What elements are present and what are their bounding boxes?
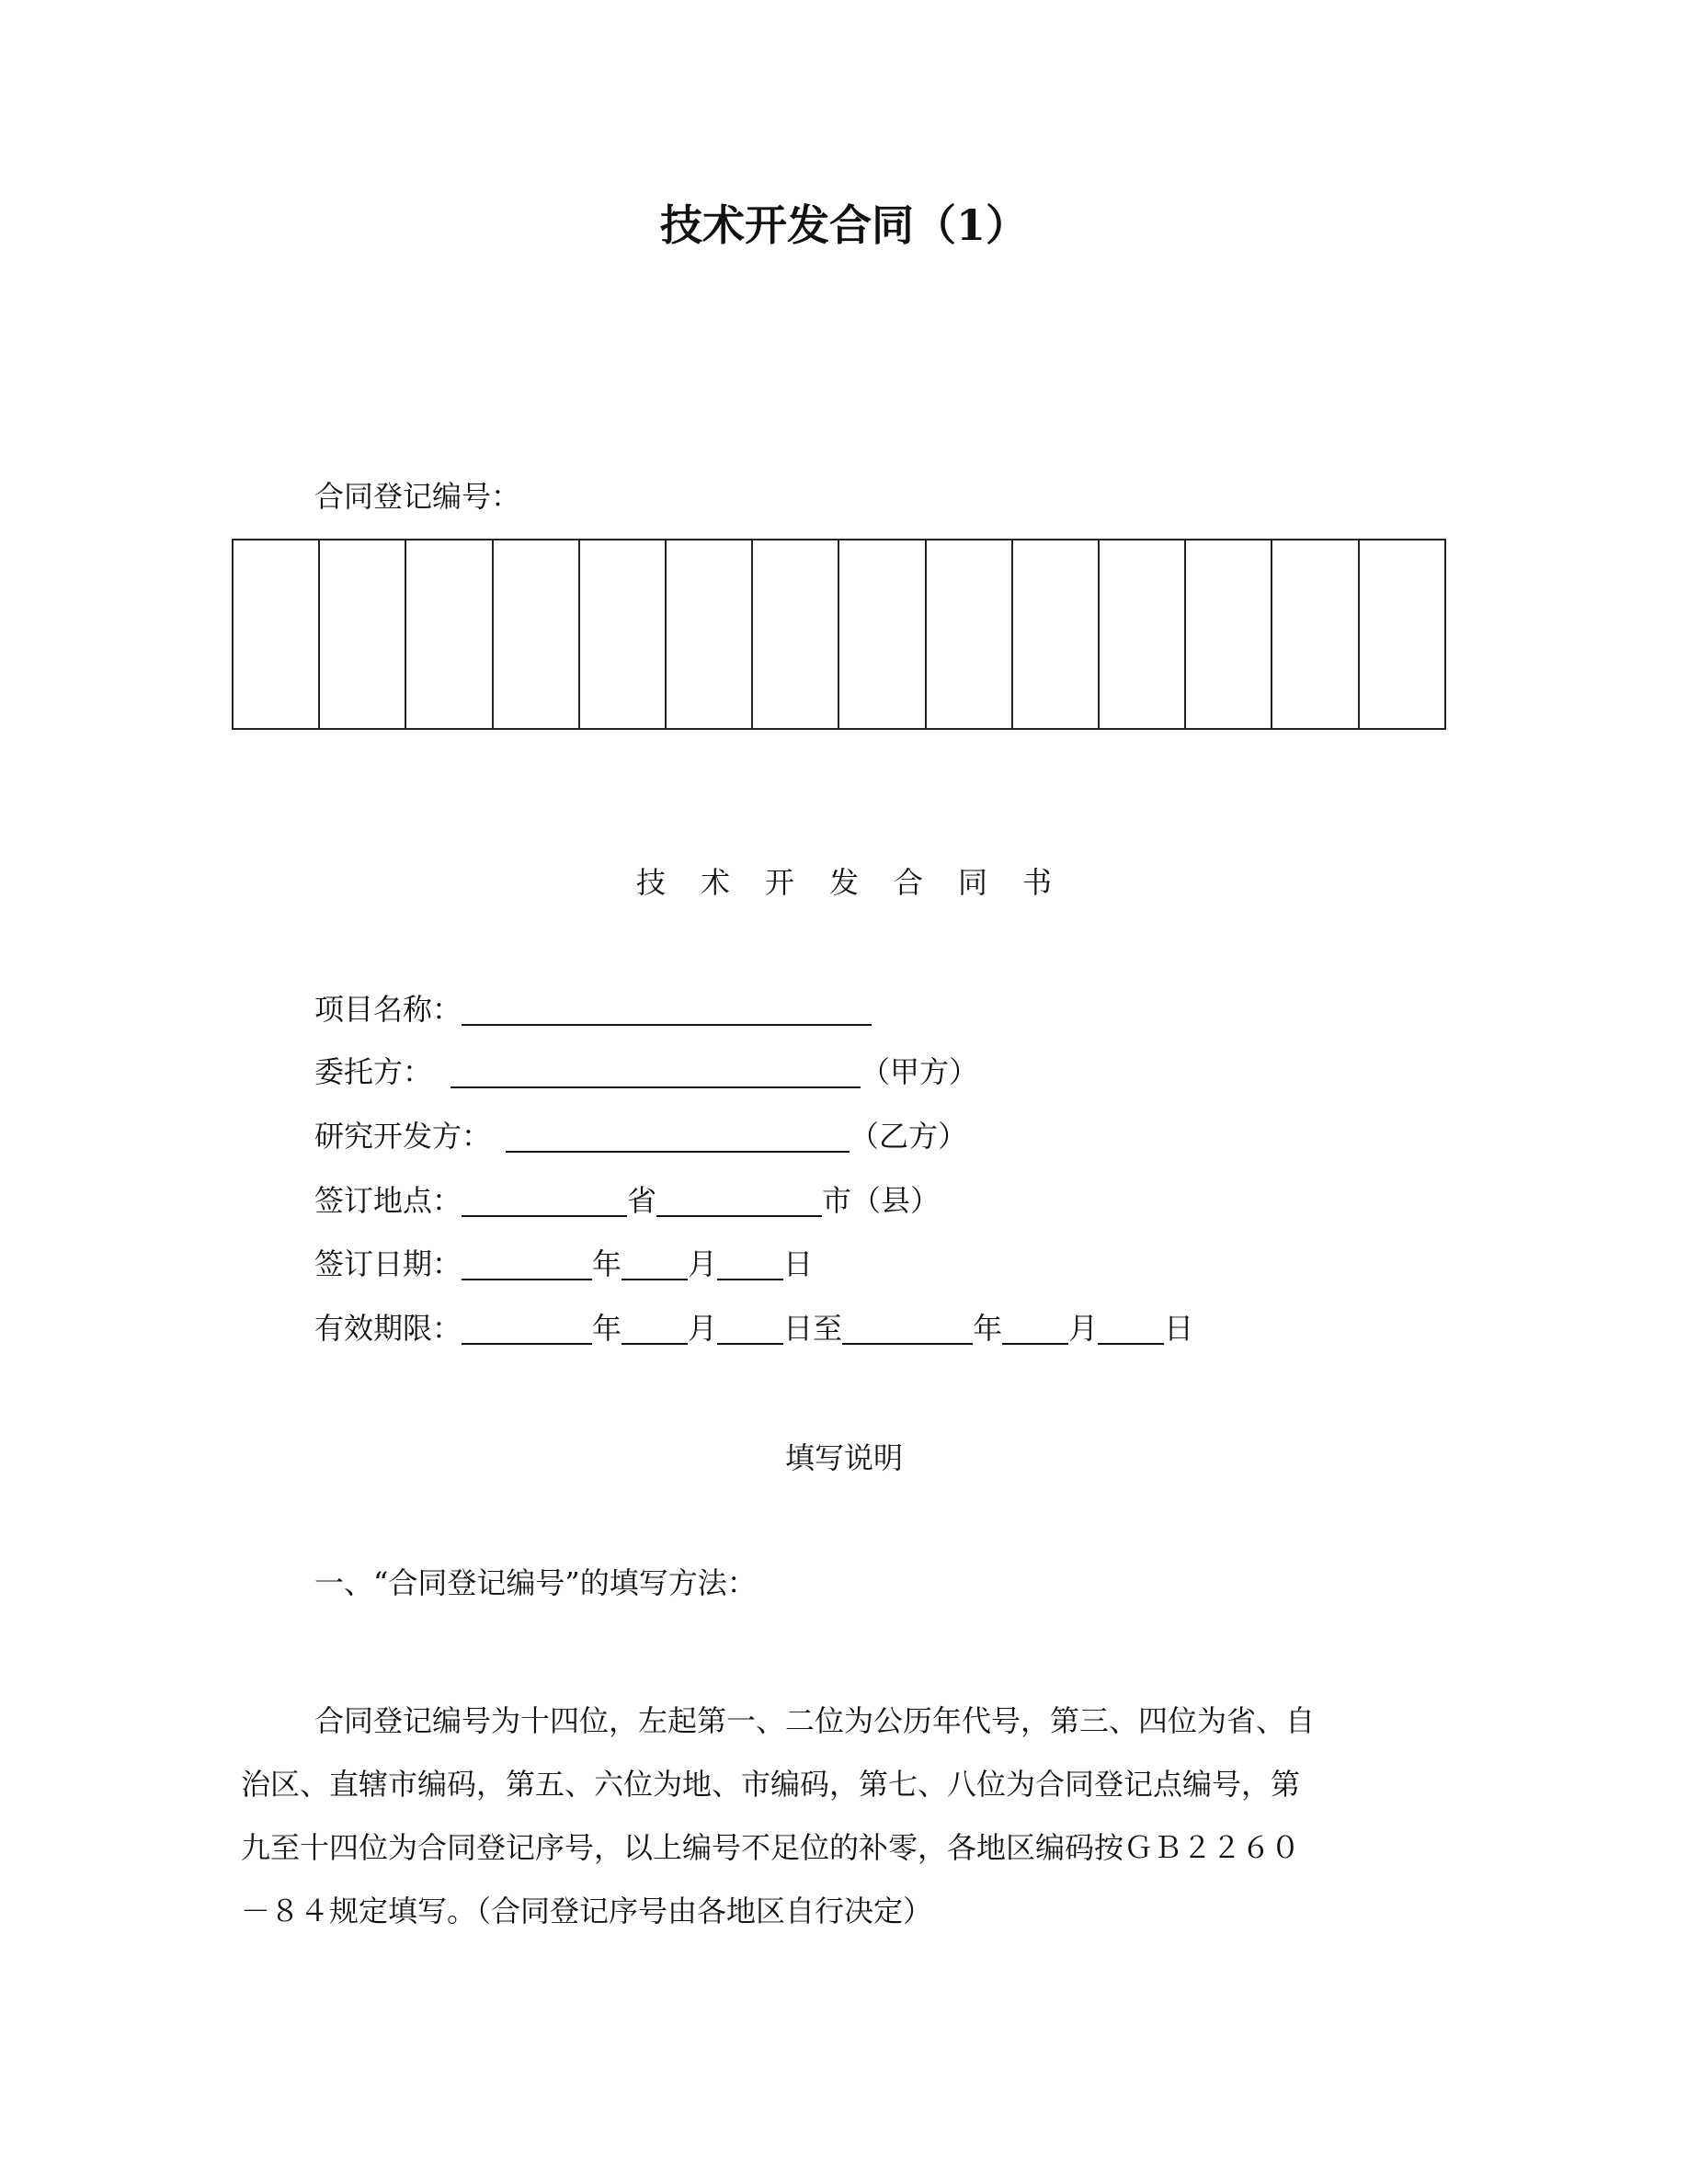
- validity-label: 有效期限：: [314, 1311, 462, 1346]
- subtitle-char: 发: [828, 865, 859, 900]
- subtitle-char: 术: [700, 865, 730, 900]
- registration-digit-cell[interactable]: [319, 540, 405, 729]
- signing-date-label: 签订日期：: [314, 1246, 462, 1281]
- day-label: 日: [783, 1246, 814, 1281]
- month-label: 月: [1068, 1311, 1099, 1346]
- paragraph-line: 治区、直辖市编码，第五、六位为地、市编码，第七、八位为合同登记点编号，第: [241, 1767, 1301, 1802]
- registration-number-grid: [232, 539, 1446, 730]
- instructions-title: 填写说明: [784, 1440, 903, 1475]
- signing-day-blank[interactable]: [717, 1247, 783, 1280]
- validity-end-month-blank[interactable]: [1002, 1312, 1068, 1345]
- validity-end-day-blank[interactable]: [1098, 1312, 1164, 1345]
- validity-start-month-blank[interactable]: [622, 1312, 688, 1345]
- month-label: 月: [688, 1311, 718, 1346]
- registration-digit-cell[interactable]: [493, 540, 579, 729]
- subtitle-char: 技: [635, 865, 666, 900]
- developer-suffix: （乙方）: [850, 1119, 968, 1154]
- registration-digit-cell[interactable]: [926, 540, 1012, 729]
- client-row: [314, 1050, 978, 1094]
- signing-month-blank[interactable]: [622, 1247, 688, 1280]
- registration-digit-cell[interactable]: [233, 540, 319, 729]
- registration-digit-cell[interactable]: [1359, 540, 1445, 729]
- developer-label: 研究开发方：: [314, 1119, 492, 1154]
- registration-number-row: [233, 540, 1445, 729]
- year-label: 年: [592, 1246, 622, 1281]
- validity-start-day-blank[interactable]: [717, 1312, 783, 1345]
- paragraph-line: －８４规定填写。（合同登记序号由各地区自行决定）: [241, 1894, 933, 1928]
- month-label: 月: [688, 1246, 718, 1281]
- year-label: 年: [592, 1311, 622, 1346]
- registration-digit-cell[interactable]: [752, 540, 838, 729]
- paragraph-line: 九至十四位为合同登记序号，以上编号不足位的补零，各地区编码按ＧＢ２２６０: [241, 1830, 1301, 1865]
- subtitle-char: 开: [764, 865, 794, 900]
- day-to-label: 日至: [783, 1311, 843, 1346]
- year-label: 年: [973, 1311, 1003, 1346]
- subtitle-char: 同: [958, 865, 988, 900]
- client-blank[interactable]: [451, 1055, 861, 1088]
- project-name-blank[interactable]: [462, 993, 872, 1026]
- section-one-heading: 一、“合同登记编号”的填写方法：: [314, 1565, 757, 1600]
- validity-end-year-blank[interactable]: [842, 1312, 973, 1345]
- registration-digit-cell[interactable]: [838, 540, 925, 729]
- project-name-label: 项目名称：: [314, 992, 462, 1027]
- signing-place-label: 签订地点：: [314, 1183, 462, 1218]
- section-one-paragraph: [241, 1689, 1436, 1943]
- registration-number-label: 合同登记编号：: [314, 479, 521, 514]
- project-name-row: [314, 987, 872, 1031]
- signing-date-row: [314, 1242, 813, 1286]
- province-label: 省: [627, 1183, 657, 1218]
- city-blank[interactable]: [656, 1184, 822, 1217]
- developer-blank[interactable]: [506, 1120, 850, 1153]
- signing-year-blank[interactable]: [462, 1247, 592, 1280]
- validity-start-year-blank[interactable]: [462, 1312, 592, 1345]
- client-suffix: （甲方）: [861, 1054, 979, 1089]
- day-label: 日: [1164, 1311, 1194, 1346]
- paragraph-line: 合同登记编号为十四位，左起第一、二位为公历年代号，第三、四位为省、自: [314, 1703, 1316, 1738]
- validity-row: [314, 1306, 1193, 1350]
- registration-digit-cell[interactable]: [1185, 540, 1272, 729]
- document-title: 技术开发合同（1）: [659, 200, 1028, 250]
- registration-digit-cell[interactable]: [1012, 540, 1099, 729]
- developer-row: [314, 1114, 967, 1158]
- registration-digit-cell[interactable]: [579, 540, 666, 729]
- registration-digit-cell[interactable]: [405, 540, 492, 729]
- subtitle-char: 合: [894, 865, 924, 900]
- contract-subtitle: [0, 860, 1688, 904]
- signing-place-row: [314, 1178, 940, 1223]
- registration-digit-cell[interactable]: [1272, 540, 1358, 729]
- registration-digit-cell[interactable]: [666, 540, 752, 729]
- registration-digit-cell[interactable]: [1099, 540, 1185, 729]
- subtitle-char: 书: [1022, 865, 1053, 900]
- city-county-label: 市（县）: [822, 1183, 941, 1218]
- client-label: 委托方：: [314, 1054, 433, 1089]
- province-blank[interactable]: [462, 1184, 627, 1217]
